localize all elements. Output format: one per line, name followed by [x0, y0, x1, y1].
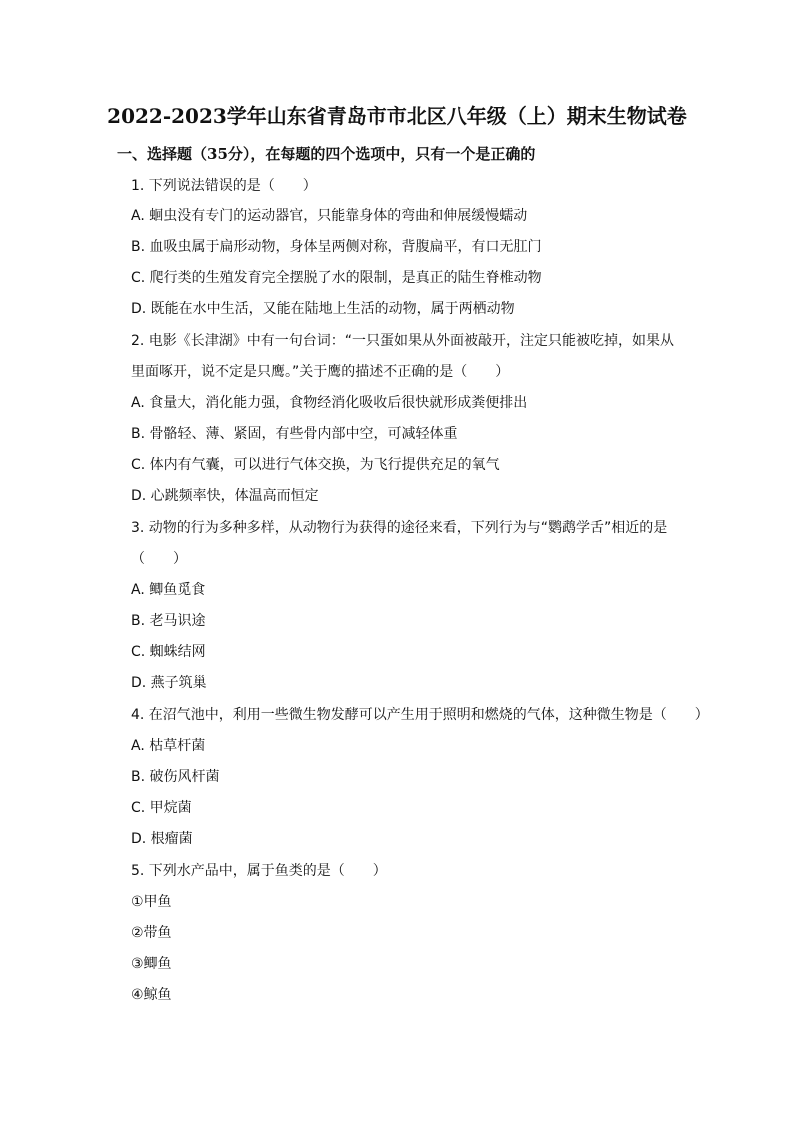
- question-2-option-b: B. 骨骼轻、薄、紧固，有些骨内部中空，可减轻体重: [131, 426, 458, 442]
- question-1-option-b: B. 血吸虫属于扁形动物，身体呈两侧对称，背腹扁平，有口无肛门: [131, 239, 542, 255]
- question-1-option-d: D. 既能在水中生活，又能在陆地上生活的动物，属于两栖动物: [131, 301, 515, 317]
- question-2-option-d: D. 心跳频率快，体温高而恒定: [131, 488, 319, 504]
- question-3-stem-continued: （ ）: [131, 551, 187, 567]
- question-4-option-c: C. 甲烷菌: [131, 800, 192, 816]
- question-3-stem: 3. 动物的行为多种多样，从动物行为获得的途径来看，下列行为与“鹦鹉学舌”相近的是: [131, 520, 668, 536]
- question-4-stem: 4. 在沼气池中，利用一些微生物发酵可以产生用于照明和燃烧的气体，这种微生物是（ ）: [131, 707, 709, 723]
- question-3-option-c: C. 蜘蛛结网: [131, 644, 206, 660]
- question-5-stem: 5. 下列水产品中，属于鱼类的是（ ）: [131, 863, 387, 879]
- question-5-item-3: ③鲫鱼: [131, 956, 172, 972]
- page-title: 2022-2023学年山东省青岛市市北区八年级（上）期末生物试卷: [107, 104, 687, 128]
- question-4-option-d: D. 根瘤菌: [131, 831, 193, 847]
- question-1-stem: 1. 下列说法错误的是（ ）: [131, 178, 317, 194]
- question-3-option-a: A. 鲫鱼觅食: [131, 582, 206, 598]
- section-heading: 一、选择题（35分），在每题的四个选项中，只有一个是正确的: [117, 145, 536, 163]
- question-2-option-a: A. 食量大，消化能力强，食物经消化吸收后很快就形成粪便排出: [131, 395, 528, 411]
- question-5-item-4: ④鲸鱼: [131, 987, 172, 1003]
- question-2-stem: 2. 电影《长津湖》中有一句台词：“一只蛋如果从外面被敲开，注定只能被吃掉，如果从: [131, 333, 675, 349]
- question-1-option-a: A. 蛔虫没有专门的运动器官，只能靠身体的弯曲和伸展缓慢蠕动: [131, 208, 528, 224]
- question-5-item-2: ②带鱼: [131, 925, 172, 941]
- question-3-option-d: D. 燕子筑巢: [131, 675, 207, 691]
- question-2-stem-continued: 里面啄开，说不定是只鹰。”关于鹰的描述不正确的是（ ）: [131, 364, 510, 380]
- question-1-option-c: C. 爬行类的生殖发育完全摆脱了水的限制，是真正的陆生脊椎动物: [131, 270, 542, 286]
- question-5-item-1: ①甲鱼: [131, 894, 172, 910]
- question-4-option-b: B. 破伤风杆菌: [131, 769, 220, 785]
- question-4-option-a: A. 枯草杆菌: [131, 738, 206, 754]
- question-2-option-c: C. 体内有气囊，可以进行气体交换，为飞行提供充足的氧气: [131, 457, 500, 473]
- question-3-option-b: B. 老马识途: [131, 613, 206, 629]
